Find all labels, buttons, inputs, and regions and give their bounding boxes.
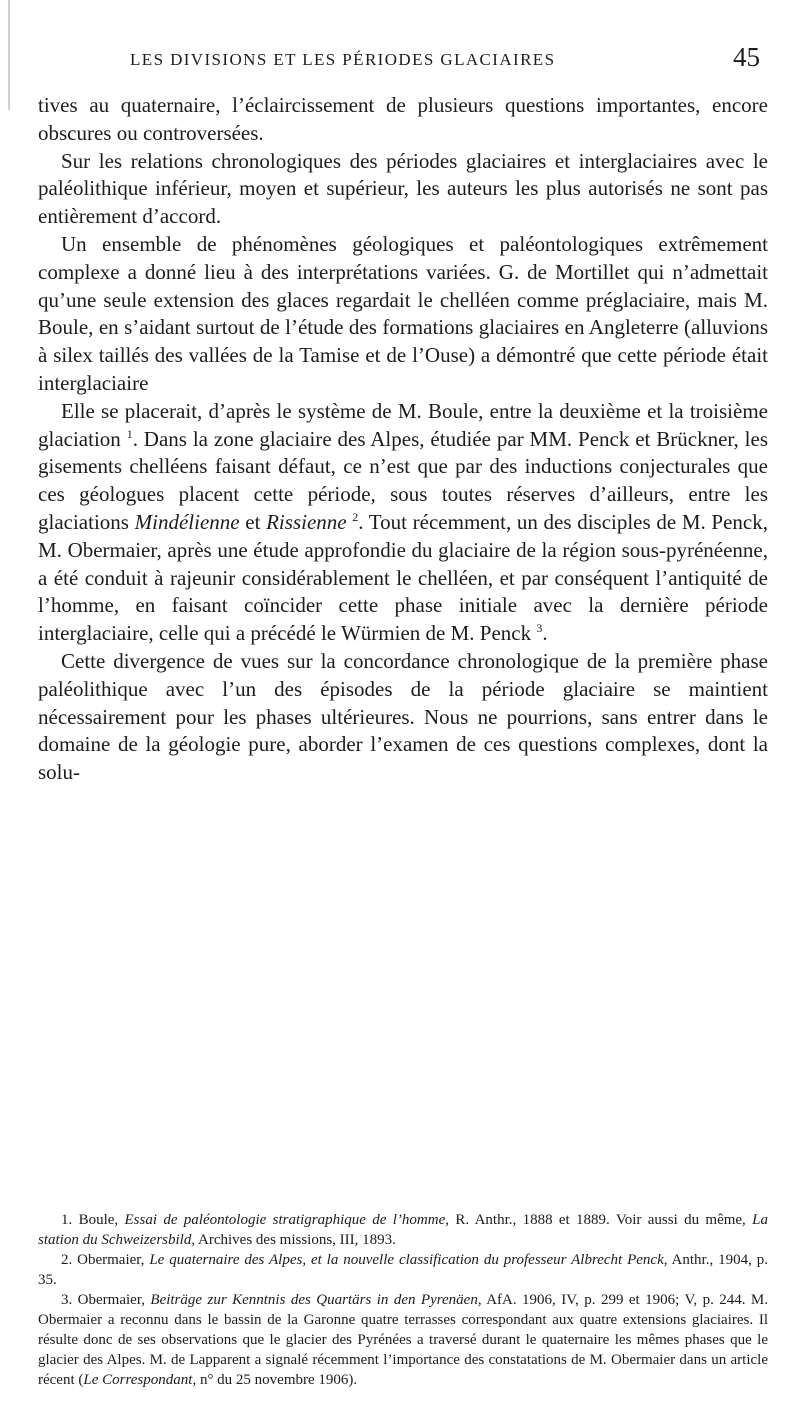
paragraph-4 bbox=[38, 398, 768, 648]
footnote-1-text-a: 1. Boule, bbox=[61, 1212, 125, 1228]
paragraph-4-conjunction: et bbox=[239, 509, 267, 534]
footnote-3-text-a: 3. Obermaier, bbox=[61, 1292, 151, 1308]
footnote-ref-3: 3 bbox=[536, 621, 543, 636]
body-text bbox=[38, 92, 768, 787]
term-rissienne: Rissienne bbox=[266, 509, 347, 534]
page-header bbox=[130, 42, 760, 74]
term-mindelienne: Mindélienne bbox=[134, 509, 240, 534]
footnote-1-title-2: La station du Schweizersbild bbox=[38, 1212, 768, 1248]
footnote-1 bbox=[38, 1210, 768, 1250]
footnotes bbox=[38, 1210, 768, 1390]
footnote-3 bbox=[38, 1290, 768, 1390]
paragraph-2: Sur les relations chronologiques des périodes glaciaires et interglaciaires avec le paléolithique inférieur, moyen et supérieur, les auteurs les plus autorisés ne sont pas entièrement d’accord. bbox=[38, 148, 768, 229]
paragraph-4-text-a: Elle se placerait, d’après le système de M. Boule, entre la deuxième et la troisième glaciation bbox=[38, 398, 768, 451]
footnote-2-text-b: , Anthr., 1904, p. 35. bbox=[38, 1252, 768, 1288]
footnote-3-text-b: , AfA. 1906, IV, p. 299 et 1906; V, p. 244. M. Obermaier a reconnu dans le bassin de la Garonne quatre terrasses correspondant aux quatre extensions glaciaires. Il résulte donc de ses observations que le glacier des Pyrénées a traversé durant le quaternaire les mêmes phases que le glacier des Alpes. M. de Lapparent a signalé récemment l’importance des constatations de M. Obermaier dans un article récent ( bbox=[38, 1292, 769, 1388]
footnote-ref-1: 1 bbox=[126, 426, 133, 441]
footnote-1-text-c: , Archives des missions, III, 1893. bbox=[191, 1232, 396, 1248]
paragraph-1: tives au quaternaire, l’éclaircissement de plusieurs questions importantes, encore obscures ou controversées. bbox=[38, 93, 768, 145]
footnote-1-text-b: , R. Anthr., 1888 et 1889. Voir aussi du même, bbox=[445, 1212, 753, 1228]
footnote-2-text-a: 2. Obermaier, bbox=[61, 1252, 150, 1268]
footnote-2 bbox=[38, 1250, 768, 1290]
paragraph-3: Un ensemble de phénomènes géologiques et paléontologiques extrêmement complexe a donné lieu à des interprétations variées. G. de Mortillet qui n’admettait qu’une seule extension des glaces regardait le chelléen comme préglaciaire, mais M. Boule, en s’aidant surtout de l’étude des formations glaciaires en Angleterre (alluvions à silex taillés des vallées de la Tamise et de l’Ouse) a démontré que cette période était interglaciaire bbox=[38, 231, 768, 395]
footnote-ref-2: 2 bbox=[352, 509, 359, 524]
page-edge-mark bbox=[8, 0, 10, 110]
paragraph-4-text-d: . bbox=[542, 621, 548, 646]
paragraph-5: Cette divergence de vues sur la concordance chronologique de la première phase paléolithique avec l’un des épisodes de la période glaciaire se maintient nécessairement pour les phases ultérieures. Nous ne pourrions, sans entrer dans le domaine de la géologie pure, aborder l’examen de ces questions complexes, dont la solu- bbox=[38, 648, 768, 785]
footnote-3-journal: Le Correspondant bbox=[83, 1372, 193, 1388]
footnote-3-text-c: , n° du 25 novembre 1906). bbox=[192, 1372, 358, 1388]
running-title: LES DIVISIONS ET LES PÉRIODES GLACIAIRES bbox=[130, 50, 556, 69]
paragraph-4-text-c: . Tout récemment, un des disciples de M. Penck, M. Obermaier, après une étude approfondie du glaciaire de la région sous-pyrénéenne, a été conduit à rajeunir considérablement le chelléen, et par conséquent l’antiquité de l’homme, en faisant coïncider cette phase initiale avec la dernière période interglaciaire, celle qui a précédé le Würmien de M. Penck bbox=[38, 509, 768, 646]
footnote-3-title: Beiträge zur Kenntnis des Quartärs in den Pyrenäen bbox=[150, 1292, 478, 1308]
page-number: 45 bbox=[733, 42, 760, 72]
footnote-1-title-1: Essai de paléontologie stratigraphique de l’homme bbox=[124, 1212, 446, 1228]
paragraph-4-text-b: . Dans la zone glaciaire des Alpes, étudiée par MM. Penck et Brückner, les gisements chelléens faisant défaut, ce n’est que par des inductions conjecturales que ces géologues placent cette période, sous toutes réserves d’ailleurs, entre les glaciations bbox=[38, 426, 768, 534]
footnote-2-title: Le quaternaire des Alpes, et la nouvelle classification du professeur Albrecht Penck bbox=[149, 1252, 664, 1268]
